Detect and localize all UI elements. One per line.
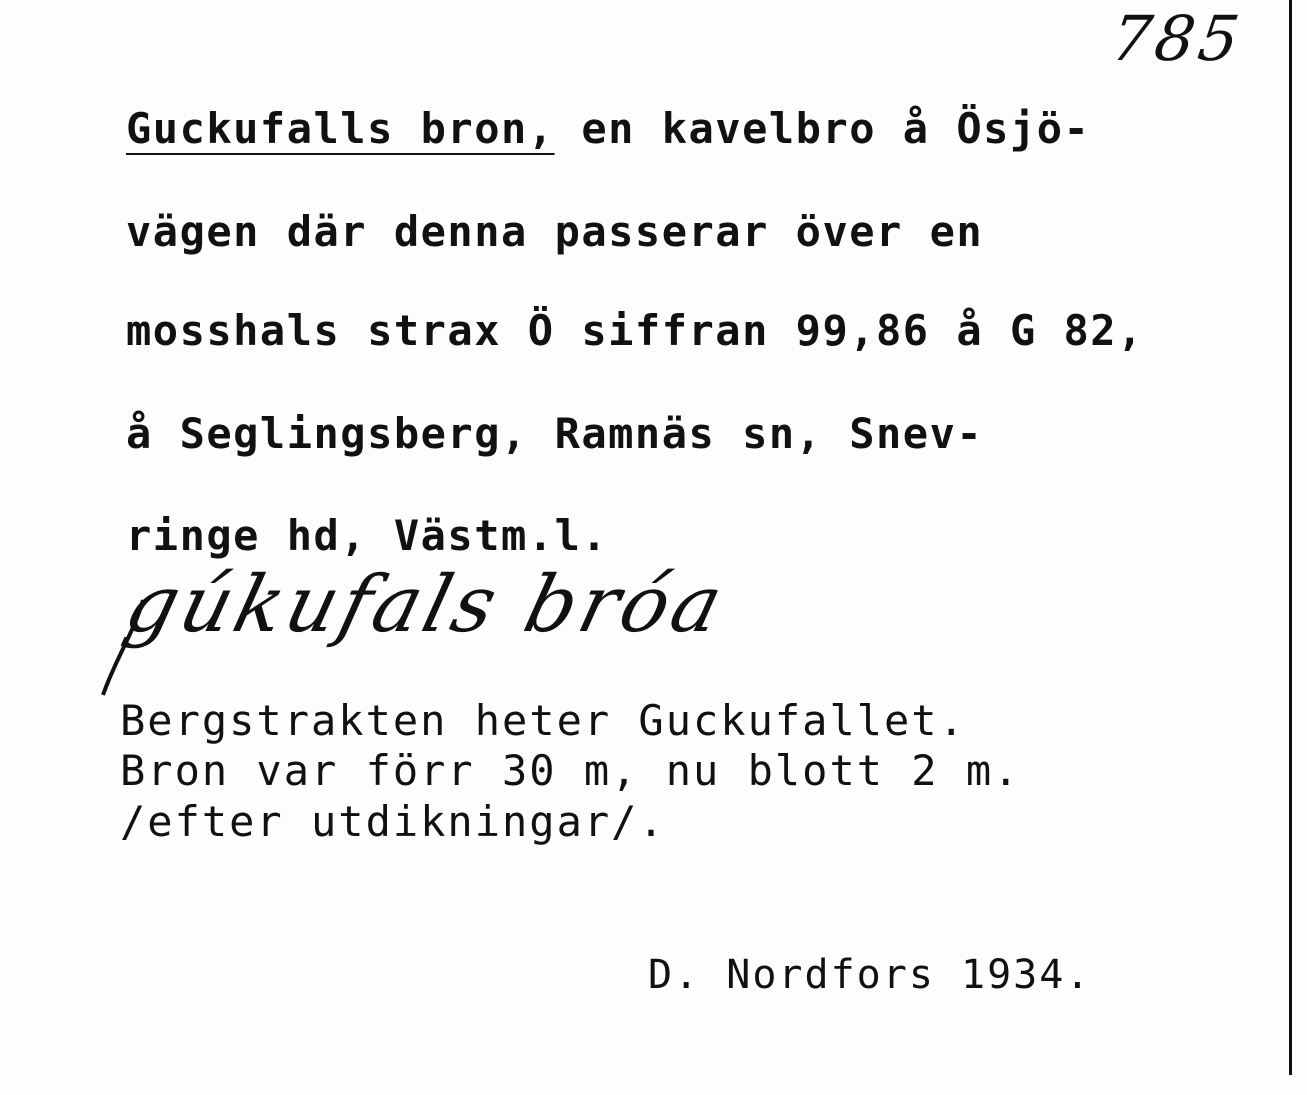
entry-line-3: mosshals strax Ö siffran 99,86 å G 82, <box>126 306 1144 355</box>
note-line-2: Bron var förr 30 m, nu blott 2 m. <box>120 746 1021 795</box>
handwritten-pronunciation: gúkufals bróa <box>116 560 735 650</box>
note-line-1: Bergstrakten heter Guckufallet. <box>120 696 966 745</box>
entry-headword: Guckufalls bron, <box>126 104 555 153</box>
card-number: 785 <box>1106 2 1248 75</box>
note-line-3: /efter utdikningar/. <box>120 797 666 846</box>
card-edge-line <box>1289 0 1292 1075</box>
signature: D. Nordfors 1934. <box>648 952 1092 998</box>
entry-line-1 <box>126 104 1090 153</box>
entry-line-1-rest: en kavelbro å Ösjö- <box>554 104 1091 153</box>
entry-line-5: ringe hd, Västm.l. <box>126 511 609 560</box>
entry-line-4: å Seglingsberg, Ramnäs sn, Snev- <box>126 409 984 458</box>
entry-line-2: vägen där denna passerar över en <box>126 207 984 256</box>
